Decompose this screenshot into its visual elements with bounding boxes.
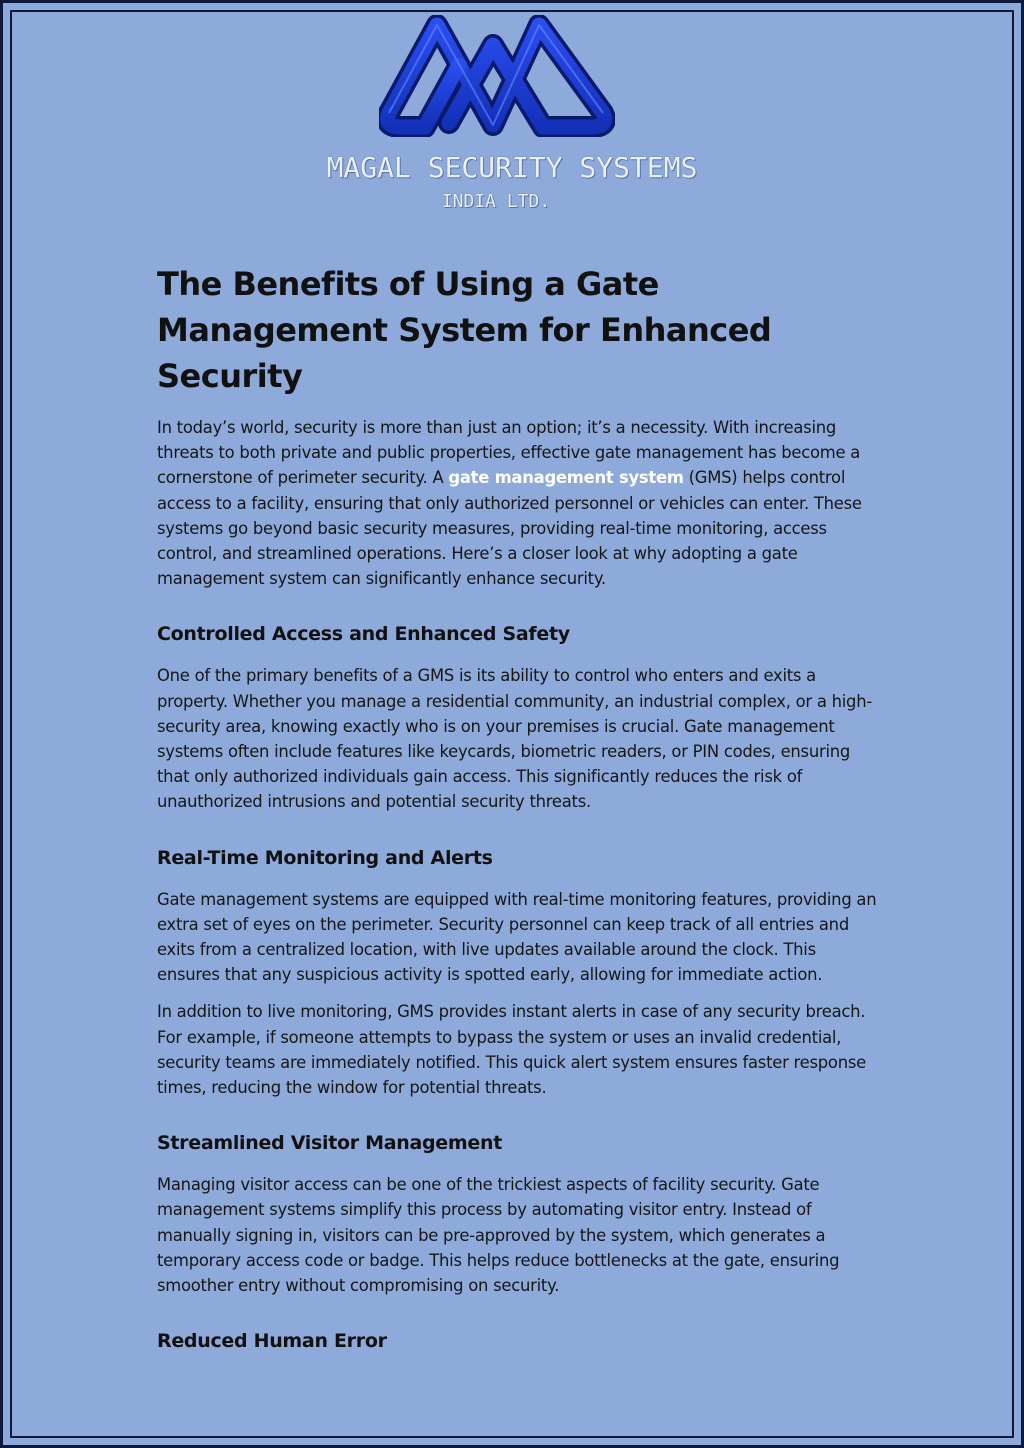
section-paragraph: Managing visitor access can be one of the trickiest aspects of facility security. Gate management systems simplify this process by automating visitor entry. Instead of manually signing in, visitors can be pre-approved by the system, which generates a temporary access code or badge. This helps reduce bottlenecks at the gate, ensuring smoother entry without compromising on security.: [157, 1175, 840, 1296]
article-title: The Benefits of Using a Gate Management System for Enhanced Security: [157, 265, 772, 395]
article: [157, 261, 877, 1370]
section-paragraph: One of the primary benefits of a GMS is its ability to control who enters and exits a property. Whether you manage a residential community, an industrial complex, or a high-security area, knowing exactly who is on your premises is crucial. Gate management systems often include features like keycards, biometric readers, or PIN codes, ensuring that only authorized individuals gain access. This significantly reduces the risk of unauthorized intrusions and potential security threats.: [157, 666, 873, 812]
section-paragraph: In addition to live monitoring, GMS provides instant alerts in case of any security breach. For example, if someone attempts to bypass the system or uses an invalid credential, security teams are immediately notified. This quick alert system ensures faster response times, reducing the window for potential threats.: [157, 1002, 866, 1098]
section-heading-controlled-access: Controlled Access and Enhanced Safety: [157, 623, 570, 646]
section-heading-reduced-human-error: Reduced Human Error: [157, 1330, 387, 1353]
section-heading-visitor-management: Streamlined Visitor Management: [157, 1132, 502, 1155]
intro-text-before: In today’s world, security is more than just an option; it’s a necessity. With increasing threats to both private and public properties, effective gate management has become a cornerstone of perimeter security. A: [157, 418, 861, 488]
company-name: MAGAL SECURITY SYSTEMS: [326, 151, 698, 184]
magal-logo-icon: [379, 15, 615, 137]
intro-paragraph: [157, 415, 877, 591]
gate-management-system-link[interactable]: gate management system: [448, 468, 684, 488]
company-subtitle: INDIA LTD.: [441, 191, 551, 212]
intro-text-after: (GMS) helps control access to a facility, ensuring that only authorized personnel or vehicles can enter. These systems go beyond basic security measures, providing real-time monitoring, access control, and streamlined operations. Here’s a closer look at why adopting a gate management system can significantly enhance security.: [157, 468, 862, 589]
section-heading-real-time-monitoring: Real-Time Monitoring and Alerts: [157, 846, 493, 869]
section-paragraph: Gate management systems are equipped with real-time monitoring features, providing an extra set of eyes on the perimeter. Security personnel can keep track of all entries and exits from a centralized location, with live updates available around the clock. This ensures that any suspicious activity is spotted early, allowing for immediate action.: [157, 889, 877, 985]
company-logo: [3, 15, 1024, 225]
